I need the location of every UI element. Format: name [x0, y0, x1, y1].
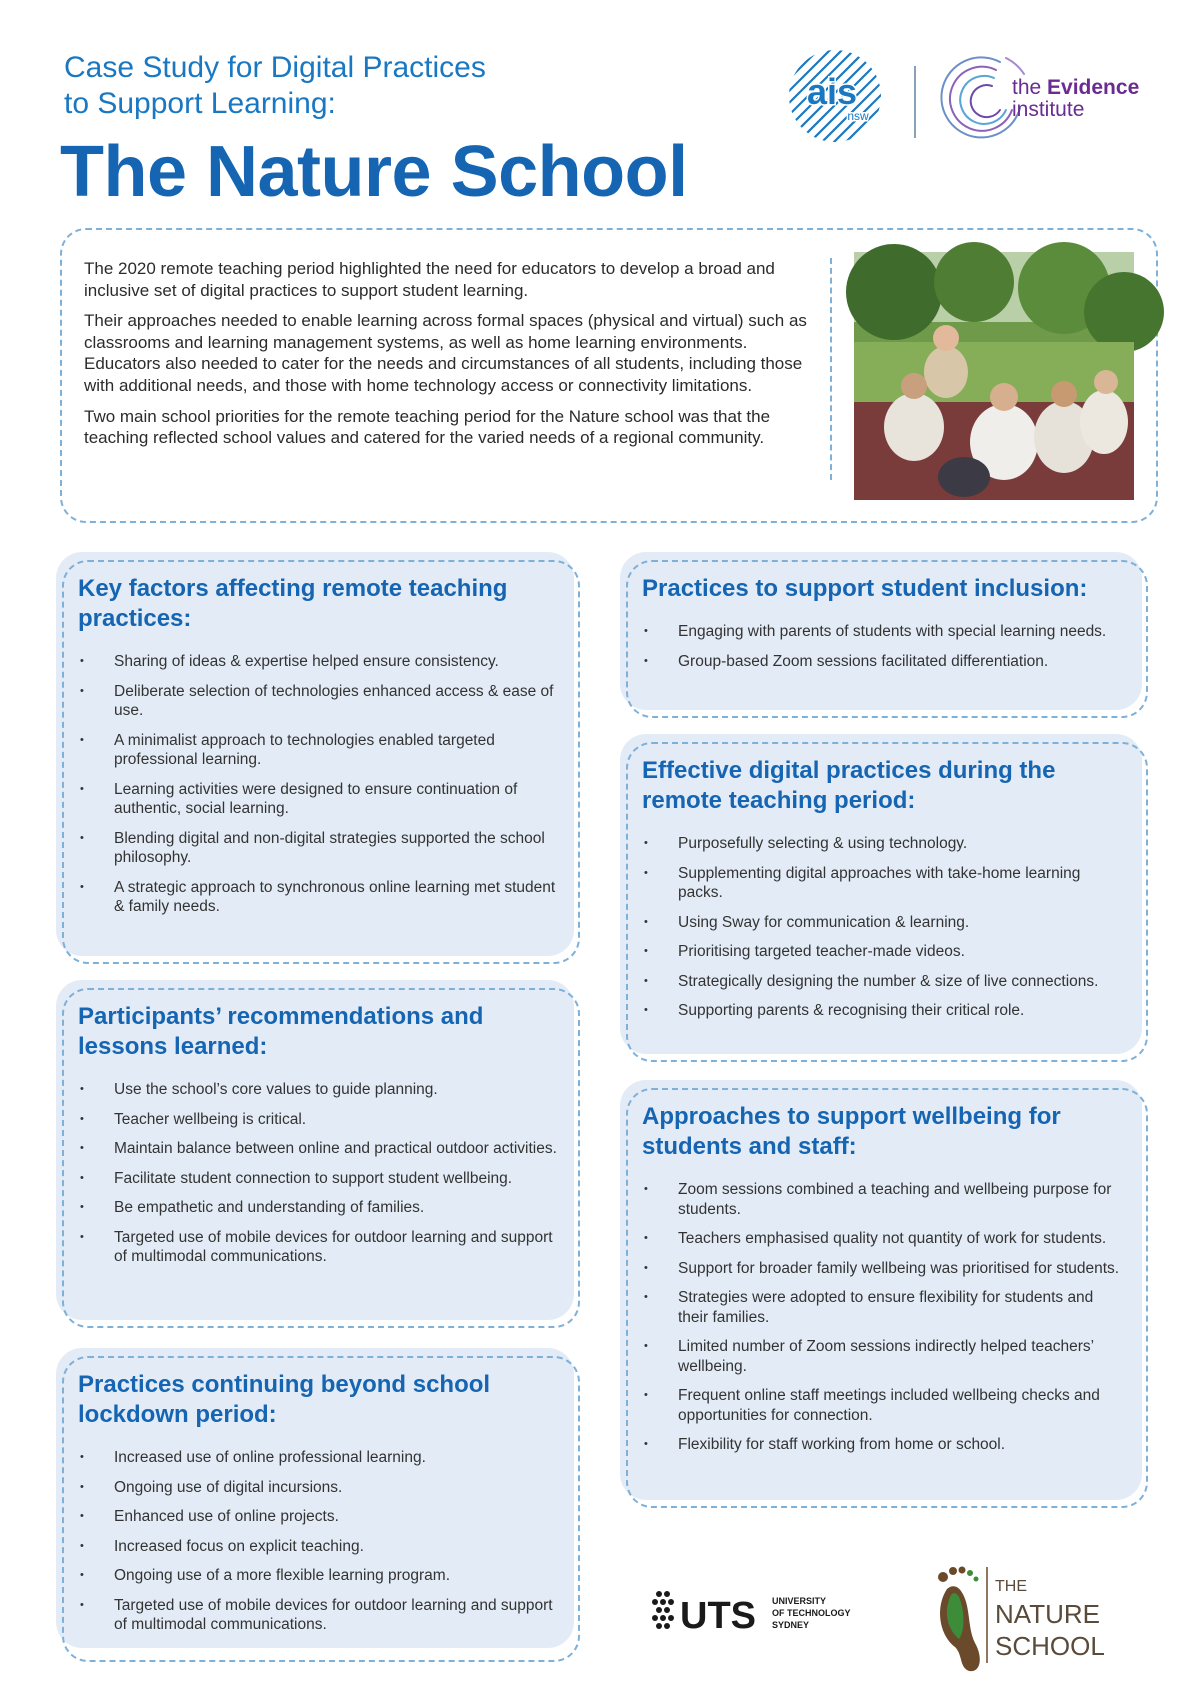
nature-logo-line2: NATURE: [995, 1599, 1100, 1629]
list-item: • Purposefully selecting & using technology.: [642, 834, 1126, 854]
inclusion-title: Practices to support student inclusion:: [642, 575, 1088, 602]
key-factors-card-border: [62, 560, 580, 964]
list-item: • Group-based Zoom sessions facilitated differentiation.: [642, 652, 1126, 672]
evidence-logo-line1: the Evidence: [1012, 76, 1140, 99]
uts-logo-sub3: SYDNEY: [772, 1620, 810, 1630]
subtitle-line-1: Case Study for Digital Practices: [64, 51, 486, 84]
list-item: • Prioritising targeted teacher-made videos.: [642, 942, 1126, 962]
recommendations-title: Participants’ recommendations and lessons learned:: [78, 1003, 484, 1060]
list-item: • A minimalist approach to technologies enabled targeted professional learning.: [78, 731, 558, 770]
list-item: • Facilitate student connection to support student wellbeing.: [78, 1169, 558, 1189]
list-item: • Frequent online staff meetings included wellbeing checks and opportunities for connection.: [642, 1386, 1126, 1425]
list-item: • Increased focus on explicit teaching.: [78, 1537, 558, 1557]
ais-nsw-logo: [780, 48, 890, 144]
list-item: • Targeted use of mobile devices for outdoor learning and support of multimodal communications.: [78, 1596, 558, 1635]
uts-logo-sub2: OF TECHNOLOGY: [772, 1608, 851, 1618]
outdoor-class-photo: [854, 252, 1134, 500]
list-item: • Ongoing use of a more flexible learning program.: [78, 1566, 558, 1586]
list-item: • Supporting parents & recognising their critical role.: [642, 1001, 1126, 1021]
page-subtitle: [64, 50, 486, 122]
list-item: • Support for broader family wellbeing was prioritised for students.: [642, 1259, 1126, 1279]
nature-logo-line3: SCHOOL: [995, 1631, 1105, 1661]
evidence-logo-line2: institute: [1012, 98, 1085, 121]
list-item: • Ongoing use of digital incursions.: [78, 1478, 558, 1498]
intro-paragraph: The 2020 remote teaching period highlighted the need for educators to develop a broad and inclusive set of digital practices to support student learning.: [84, 259, 775, 300]
list-item: • Sharing of ideas & expertise helped ensure consistency.: [78, 652, 558, 672]
effective-practices-title: Effective digital practices during the remote teaching period:: [642, 757, 1056, 814]
list-item: • Supplementing digital approaches with take-home learning packs.: [642, 864, 1126, 903]
evidence-institute-logo: [940, 48, 1160, 148]
key-factors-title: Key factors affecting remote teaching practices:: [78, 575, 508, 632]
list-item: • Strategically designing the number & size of live connections.: [642, 972, 1126, 992]
list-item: • Flexibility for staff working from home or school.: [642, 1435, 1126, 1455]
list-item: • Enhanced use of online projects.: [78, 1507, 558, 1527]
intro-text: [84, 258, 814, 458]
list-item: • Limited number of Zoom sessions indirectly helped teachers’ wellbeing.: [642, 1337, 1126, 1376]
list-item: • Zoom sessions combined a teaching and wellbeing purpose for students.: [642, 1180, 1126, 1219]
continuing-title: Practices continuing beyond school lockdown period:: [78, 1371, 491, 1428]
list-item: • Using Sway for communication & learning.: [642, 913, 1126, 933]
uts-emblem-icon: [652, 1591, 674, 1629]
uts-logo-sub1: UNIVERSITY: [772, 1596, 827, 1606]
effective-practices-card-border: [626, 742, 1148, 1062]
footprint-icon: [938, 1567, 980, 1672]
list-item: • Be empathetic and understanding of families.: [78, 1198, 558, 1218]
list-item: • Engaging with parents of students with special learning needs.: [642, 622, 1126, 642]
ais-logo-text: ais: [806, 71, 858, 112]
wellbeing-title: Approaches to support wellbeing for students and staff:: [642, 1103, 1061, 1160]
nature-logo-line1: THE: [995, 1578, 1027, 1595]
list-item: • Teacher wellbeing is critical.: [78, 1110, 558, 1130]
ais-logo-subtext: nsw: [847, 109, 869, 123]
list-item: • Learning activities were designed to ensure continuation of authentic, social learning.: [78, 780, 558, 819]
logo-divider: [914, 66, 916, 138]
list-item: • Strategies were adopted to ensure flexibility for students and their families.: [642, 1288, 1126, 1327]
list-item: • Deliberate selection of technologies enhanced access & ease of use.: [78, 682, 558, 721]
list-item: • Use the school’s core values to guide planning.: [78, 1080, 558, 1100]
list-item: • Targeted use of mobile devices for outdoor learning and support of multimodal communications.: [78, 1228, 558, 1267]
intro-divider: [830, 258, 832, 480]
uts-logo: [650, 1588, 860, 1638]
recommendations-card-border: [62, 988, 580, 1328]
wellbeing-card-border: [626, 1088, 1148, 1508]
list-item: • Blending digital and non-digital strategies supported the school philosophy.: [78, 829, 558, 868]
nature-school-logo: [925, 1555, 1105, 1675]
intro-paragraph: Two main school priorities for the remote teaching period for the Nature school was that the teaching reflected school values and catered for the varied needs of a regional community.: [84, 406, 771, 448]
continuing-card-border: [62, 1356, 580, 1662]
list-item: • Maintain balance between online and practical outdoor activities.: [78, 1139, 558, 1159]
uts-logo-text: UTS: [680, 1595, 756, 1637]
inclusion-card-border: [626, 560, 1148, 718]
list-item: • Increased use of online professional learning.: [78, 1448, 558, 1468]
subtitle-line-2: to Support Learning:: [64, 87, 336, 120]
list-item: • A strategic approach to synchronous online learning met student & family needs.: [78, 878, 558, 917]
list-item: • Teachers emphasised quality not quantity of work for students.: [642, 1229, 1126, 1249]
intro-paragraph: Their approaches needed to enable learning across formal spaces (physical and virtual) such as classrooms and learning management systems, as well as home learning environments. Educators also needed to cater for the needs and circumstances of all students, including those with additional needs, and those with home technology access or connectivity limitations.: [84, 311, 807, 395]
page-title: The Nature School: [60, 132, 688, 212]
